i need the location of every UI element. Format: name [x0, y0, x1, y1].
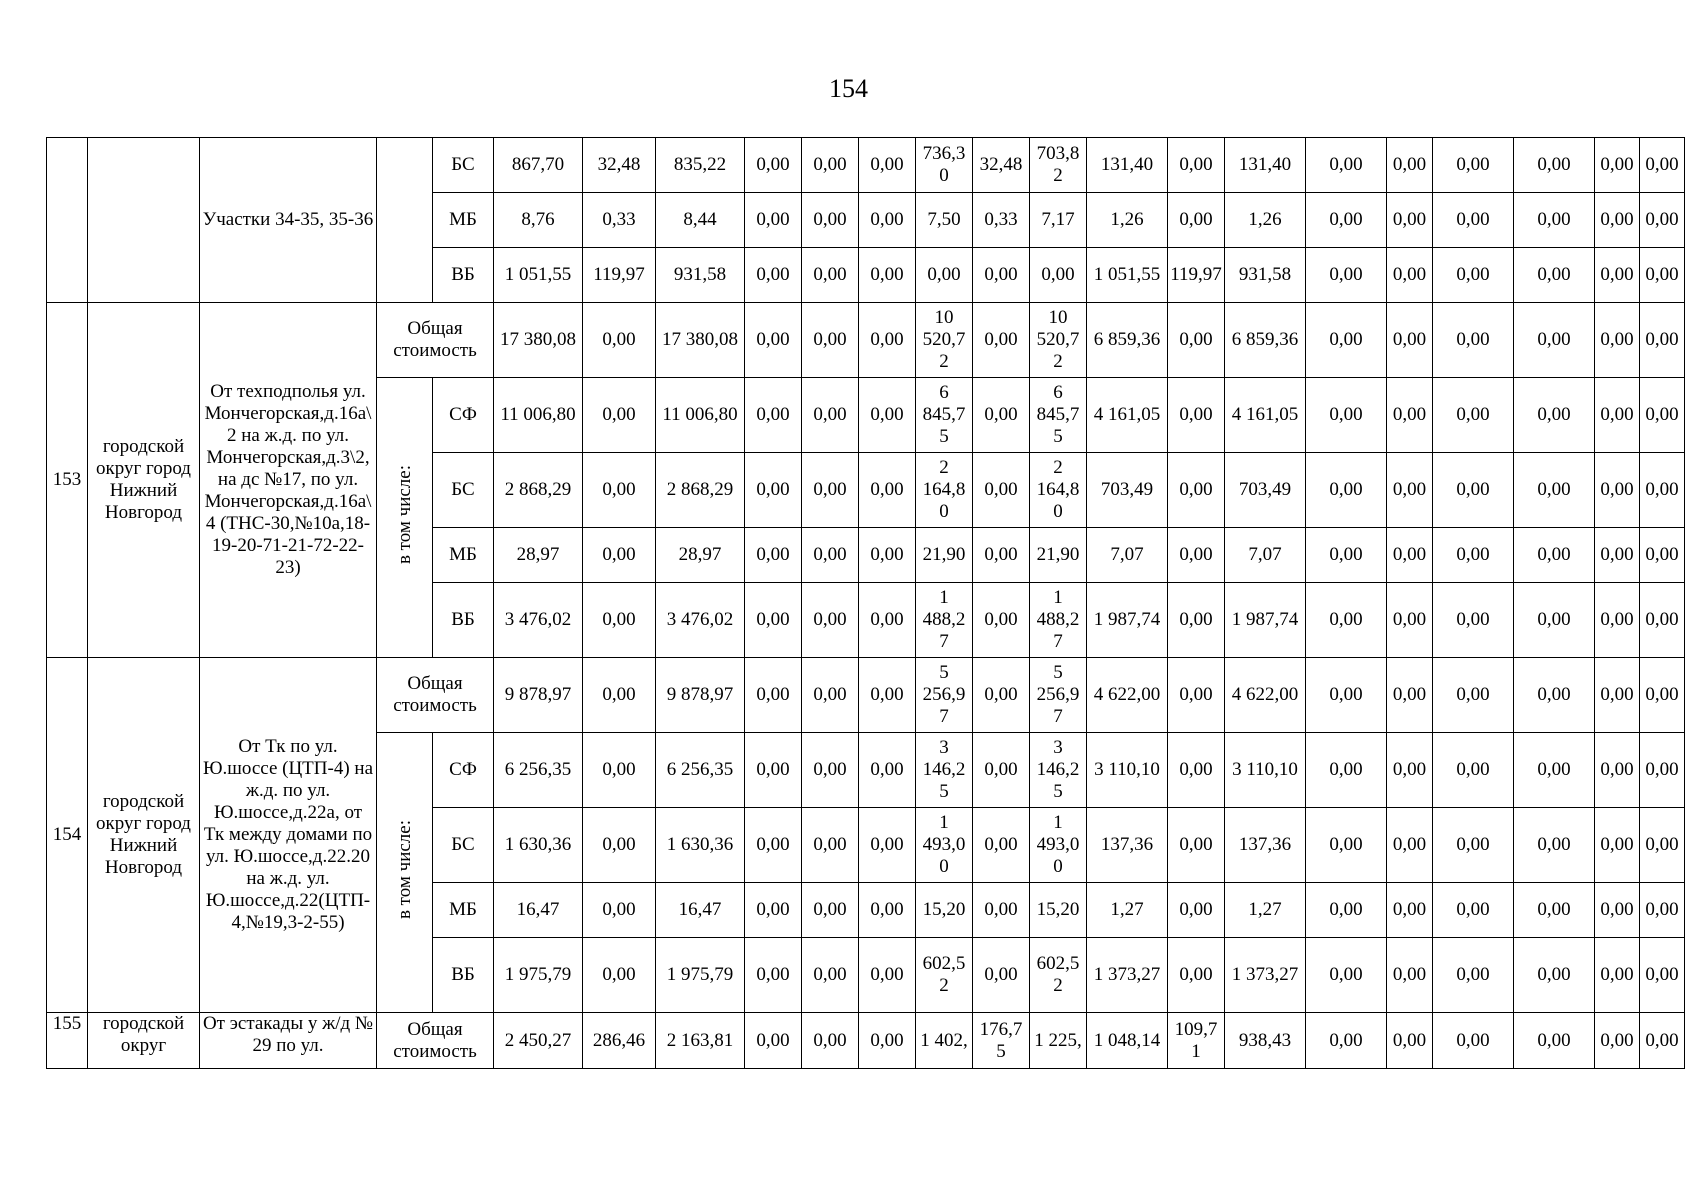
value-cell: 0,00: [1514, 808, 1595, 883]
value-cell: 0,00: [1387, 883, 1433, 938]
value-cell: 131,40: [1225, 138, 1306, 193]
value-cell: 0,00: [1640, 378, 1685, 453]
value-cell: 0,00: [583, 583, 656, 658]
value-cell: 1 051,55: [494, 248, 583, 303]
value-cell: 0,00: [583, 808, 656, 883]
value-cell: 0,00: [1514, 248, 1595, 303]
page-number: 154: [829, 74, 868, 103]
value-cell: 119,97: [1168, 248, 1225, 303]
value-cell: 1 975,79: [656, 938, 745, 1013]
value-cell: 0,00: [1514, 378, 1595, 453]
value-cell: 1,26: [1087, 193, 1168, 248]
value-cell: 0,00: [1640, 883, 1685, 938]
row-number: 155: [47, 1013, 88, 1069]
value-cell: 867,70: [494, 138, 583, 193]
value-cell: 3 476,02: [656, 583, 745, 658]
value-cell: 0,00: [1168, 733, 1225, 808]
value-cell: 7,07: [1087, 528, 1168, 583]
value-cell: 0,00: [1433, 303, 1514, 378]
value-cell: 0,00: [802, 1013, 859, 1069]
value-cell: 286,46: [583, 1013, 656, 1069]
value-cell: 8,44: [656, 193, 745, 248]
value-cell: 0,00: [1640, 1013, 1685, 1069]
value-cell: 0,00: [1433, 733, 1514, 808]
value-cell: 0,00: [859, 1013, 916, 1069]
value-cell: 0,00: [973, 583, 1030, 658]
sub-label-empty: [377, 138, 433, 303]
value-cell: 1,26: [1225, 193, 1306, 248]
value-cell: 0,00: [859, 583, 916, 658]
value-cell: 0,00: [583, 733, 656, 808]
value-cell: 0,00: [1514, 658, 1595, 733]
value-cell: 0,00: [583, 938, 656, 1013]
row-number: [47, 138, 88, 303]
value-cell: 7,07: [1225, 528, 1306, 583]
funding-type: МБ: [433, 193, 494, 248]
value-cell: 0,00: [1306, 303, 1387, 378]
value-cell: 0,00: [973, 248, 1030, 303]
value-cell: 0,00: [1306, 378, 1387, 453]
value-cell: 0,00: [745, 138, 802, 193]
value-cell: 0,00: [1306, 733, 1387, 808]
value-cell: 0,00: [802, 303, 859, 378]
value-cell: 7,50: [916, 193, 973, 248]
value-cell: 0,00: [1514, 528, 1595, 583]
value-cell: 0,00: [1640, 808, 1685, 883]
value-cell: 0,00: [1168, 453, 1225, 528]
value-cell: 0,00: [745, 883, 802, 938]
value-cell: 131,40: [1087, 138, 1168, 193]
value-cell: 1 488,27: [1030, 583, 1087, 658]
value-cell: 0,00: [1514, 193, 1595, 248]
value-cell: 0,00: [973, 808, 1030, 883]
value-cell: 0,00: [1168, 808, 1225, 883]
value-cell: 0,00: [1433, 248, 1514, 303]
value-cell: 0,00: [859, 808, 916, 883]
value-cell: 11 006,80: [656, 378, 745, 453]
sub-label: [377, 378, 433, 658]
value-cell: 8,76: [494, 193, 583, 248]
value-cell: 0,00: [1595, 808, 1640, 883]
value-cell: 0,00: [745, 528, 802, 583]
funding-type: ВБ: [433, 583, 494, 658]
value-cell: 0,00: [1387, 138, 1433, 193]
value-cell: 4 161,05: [1225, 378, 1306, 453]
value-cell: 0,00: [1387, 378, 1433, 453]
value-cell: 931,58: [1225, 248, 1306, 303]
value-cell: 0,00: [745, 733, 802, 808]
value-cell: 0,00: [1433, 658, 1514, 733]
value-cell: 0,00: [1168, 883, 1225, 938]
funding-type: БС: [433, 138, 494, 193]
value-cell: 0,00: [1640, 453, 1685, 528]
value-cell: 0,00: [1306, 938, 1387, 1013]
row-number: 153: [47, 303, 88, 658]
value-cell: 0,00: [1640, 733, 1685, 808]
value-cell: 0,00: [745, 303, 802, 378]
funding-type: МБ: [433, 528, 494, 583]
value-cell: 1,27: [1087, 883, 1168, 938]
value-cell: 0,00: [1514, 1013, 1595, 1069]
value-cell: 15,20: [916, 883, 973, 938]
value-cell: 0,00: [745, 453, 802, 528]
value-cell: 0,00: [583, 453, 656, 528]
value-cell: 0,00: [1595, 583, 1640, 658]
value-cell: 0,00: [859, 938, 916, 1013]
district-cell: городской округ: [88, 1013, 200, 1069]
value-cell: 0,00: [859, 733, 916, 808]
value-cell: 0,00: [1640, 658, 1685, 733]
value-cell: 1 488,27: [916, 583, 973, 658]
value-cell: 0,00: [1387, 528, 1433, 583]
value-cell: 2 450,27: [494, 1013, 583, 1069]
value-cell: 0,00: [1595, 938, 1640, 1013]
value-cell: 1 051,55: [1087, 248, 1168, 303]
value-cell: 0,00: [973, 938, 1030, 1013]
value-cell: 2 164,80: [916, 453, 973, 528]
value-cell: 0,00: [859, 193, 916, 248]
value-cell: 0,00: [1387, 248, 1433, 303]
funding-type: БС: [433, 808, 494, 883]
value-cell: 0,00: [583, 303, 656, 378]
value-cell: 1 493,00: [916, 808, 973, 883]
value-cell: 2 164,80: [1030, 453, 1087, 528]
address-cell: Участки 34-35, 35-36: [200, 138, 377, 303]
value-cell: 0,00: [1595, 733, 1640, 808]
value-cell: 109,71: [1168, 1013, 1225, 1069]
value-cell: 0,00: [1640, 138, 1685, 193]
value-cell: 0,00: [973, 303, 1030, 378]
value-cell: 0,00: [745, 583, 802, 658]
value-cell: 0,33: [973, 193, 1030, 248]
value-cell: 938,43: [1225, 1013, 1306, 1069]
value-cell: 3 110,10: [1225, 733, 1306, 808]
value-cell: 0,00: [745, 808, 802, 883]
value-cell: 9 878,97: [656, 658, 745, 733]
value-cell: 0,00: [1168, 303, 1225, 378]
address-cell: От эстакады у ж/д № 29 по ул.: [200, 1013, 377, 1069]
value-cell: 0,00: [1640, 303, 1685, 378]
value-cell: 11 006,80: [494, 378, 583, 453]
value-cell: 16,47: [494, 883, 583, 938]
value-cell: 0,00: [1433, 938, 1514, 1013]
value-cell: 9 878,97: [494, 658, 583, 733]
value-cell: 0,00: [1595, 1013, 1640, 1069]
value-cell: 1 630,36: [656, 808, 745, 883]
value-cell: 0,00: [745, 193, 802, 248]
value-cell: 3 476,02: [494, 583, 583, 658]
value-cell: 0,00: [1306, 193, 1387, 248]
value-cell: 0,00: [802, 453, 859, 528]
value-cell: 0,00: [1433, 528, 1514, 583]
value-cell: 0,00: [802, 658, 859, 733]
district-cell: городской округ город Нижний Новгород: [88, 658, 200, 1013]
value-cell: 1 373,27: [1087, 938, 1168, 1013]
value-cell: 0,00: [1306, 1013, 1387, 1069]
value-cell: 0,00: [859, 138, 916, 193]
value-cell: 703,82: [1030, 138, 1087, 193]
value-cell: 0,00: [1387, 733, 1433, 808]
value-cell: 0,00: [1433, 1013, 1514, 1069]
value-cell: 0,00: [745, 378, 802, 453]
value-cell: 0,00: [583, 658, 656, 733]
value-cell: 0,00: [1168, 138, 1225, 193]
value-cell: 3 110,10: [1087, 733, 1168, 808]
value-cell: 119,97: [583, 248, 656, 303]
value-cell: 835,22: [656, 138, 745, 193]
value-cell: 10 520,72: [916, 303, 973, 378]
value-cell: 0,00: [1433, 808, 1514, 883]
district-cell: городской округ город Нижний Новгород: [88, 303, 200, 658]
value-cell: 0,00: [1433, 583, 1514, 658]
value-cell: 2 868,29: [494, 453, 583, 528]
value-cell: 0,00: [1595, 883, 1640, 938]
value-cell: 0,00: [1306, 138, 1387, 193]
value-cell: 16,47: [656, 883, 745, 938]
value-cell: 0,00: [1433, 453, 1514, 528]
data-table: [46, 137, 1685, 1069]
value-cell: 2 163,81: [656, 1013, 745, 1069]
value-cell: 0,00: [745, 938, 802, 1013]
value-cell: 6 859,36: [1225, 303, 1306, 378]
district-cell: [88, 138, 200, 303]
value-cell: 931,58: [656, 248, 745, 303]
value-cell: 7,17: [1030, 193, 1087, 248]
value-cell: 0,00: [859, 248, 916, 303]
value-cell: 0,00: [802, 733, 859, 808]
value-cell: 0,00: [1595, 378, 1640, 453]
total-label: Общая стоимость: [377, 658, 494, 733]
value-cell: 2 868,29: [656, 453, 745, 528]
value-cell: 3 146,25: [916, 733, 973, 808]
value-cell: 0,00: [802, 883, 859, 938]
value-cell: 0,00: [1306, 453, 1387, 528]
value-cell: 0,00: [1595, 248, 1640, 303]
value-cell: 1 987,74: [1225, 583, 1306, 658]
value-cell: 703,49: [1087, 453, 1168, 528]
value-cell: 6 845,75: [1030, 378, 1087, 453]
value-cell: 0,00: [1306, 583, 1387, 658]
value-cell: 137,36: [1087, 808, 1168, 883]
value-cell: 0,00: [1595, 138, 1640, 193]
value-cell: 0,00: [583, 883, 656, 938]
value-cell: 0,00: [973, 378, 1030, 453]
value-cell: 1 225,: [1030, 1013, 1087, 1069]
funding-type: СФ: [433, 378, 494, 453]
value-cell: 0,00: [1640, 938, 1685, 1013]
value-cell: 0,00: [1387, 1013, 1433, 1069]
value-cell: 0,00: [802, 248, 859, 303]
value-cell: 0,00: [1168, 583, 1225, 658]
value-cell: 0,00: [1640, 528, 1685, 583]
value-cell: 0,00: [973, 733, 1030, 808]
value-cell: 4 161,05: [1087, 378, 1168, 453]
value-cell: 0,00: [1168, 658, 1225, 733]
value-cell: 17 380,08: [494, 303, 583, 378]
value-cell: 0,00: [1514, 883, 1595, 938]
value-cell: 6 256,35: [656, 733, 745, 808]
value-cell: 15,20: [1030, 883, 1087, 938]
value-cell: 0,00: [745, 658, 802, 733]
value-cell: 6 859,36: [1087, 303, 1168, 378]
value-cell: 0,00: [1306, 658, 1387, 733]
value-cell: 32,48: [583, 138, 656, 193]
value-cell: 0,00: [973, 528, 1030, 583]
table-row: [47, 138, 1685, 193]
value-cell: 0,00: [916, 248, 973, 303]
value-cell: 176,75: [973, 1013, 1030, 1069]
value-cell: 0,00: [1387, 193, 1433, 248]
value-cell: 6 845,75: [916, 378, 973, 453]
value-cell: 6 256,35: [494, 733, 583, 808]
value-cell: 3 146,25: [1030, 733, 1087, 808]
value-cell: 0,00: [745, 1013, 802, 1069]
value-cell: 0,00: [1030, 248, 1087, 303]
value-cell: 0,00: [1595, 303, 1640, 378]
value-cell: 0,00: [1433, 138, 1514, 193]
value-cell: 0,00: [1168, 528, 1225, 583]
value-cell: 0,00: [583, 378, 656, 453]
value-cell: 0,00: [802, 378, 859, 453]
value-cell: 0,00: [802, 193, 859, 248]
value-cell: 0,00: [1514, 453, 1595, 528]
value-cell: 1 048,14: [1087, 1013, 1168, 1069]
value-cell: 1 630,36: [494, 808, 583, 883]
value-cell: 1 975,79: [494, 938, 583, 1013]
value-cell: 0,00: [802, 938, 859, 1013]
table-row: [47, 1013, 1685, 1069]
value-cell: 0,00: [1640, 583, 1685, 658]
value-cell: 0,00: [1514, 138, 1595, 193]
sub-label-text: в том числе:: [393, 819, 415, 920]
value-cell: 0,00: [973, 453, 1030, 528]
address-cell: От Тк по ул. Ю.шоссе (ЦТП-4) на ж.д. по ул. Ю.шоссе,д.22а, от Тк между домами по ул. Ю.шоссе,д.22.20 на ж.д. ул. Ю.шоссе,д.22(ЦТП-4,№19,3-2-55): [200, 658, 377, 1013]
value-cell: 0,00: [1387, 938, 1433, 1013]
funding-type: СФ: [433, 733, 494, 808]
sub-label-text: в том числе:: [393, 464, 415, 565]
value-cell: 0,00: [802, 528, 859, 583]
value-cell: 0,00: [973, 658, 1030, 733]
value-cell: 0,00: [859, 453, 916, 528]
value-cell: 1 402,: [916, 1013, 973, 1069]
value-cell: 137,36: [1225, 808, 1306, 883]
funding-type: ВБ: [433, 938, 494, 1013]
value-cell: 4 622,00: [1087, 658, 1168, 733]
value-cell: 0,00: [1306, 883, 1387, 938]
value-cell: 0,00: [1168, 193, 1225, 248]
value-cell: 0,00: [859, 883, 916, 938]
value-cell: 0,00: [1595, 658, 1640, 733]
value-cell: 1 373,27: [1225, 938, 1306, 1013]
value-cell: 0,00: [1514, 733, 1595, 808]
value-cell: 32,48: [973, 138, 1030, 193]
value-cell: 0,00: [745, 248, 802, 303]
value-cell: 21,90: [1030, 528, 1087, 583]
funding-type: БС: [433, 453, 494, 528]
value-cell: 0,00: [1595, 193, 1640, 248]
value-cell: 0,00: [1306, 528, 1387, 583]
value-cell: 0,00: [1387, 303, 1433, 378]
value-cell: 0,00: [859, 303, 916, 378]
total-label: Общая стоимость: [377, 1013, 494, 1069]
value-cell: 0,00: [859, 528, 916, 583]
funding-type: ВБ: [433, 248, 494, 303]
value-cell: 0,00: [859, 378, 916, 453]
value-cell: 10 520,72: [1030, 303, 1087, 378]
value-cell: 0,00: [1595, 528, 1640, 583]
sub-label: [377, 733, 433, 1013]
value-cell: 0,00: [859, 658, 916, 733]
value-cell: 0,00: [1168, 938, 1225, 1013]
value-cell: 0,00: [1433, 883, 1514, 938]
value-cell: 5 256,97: [916, 658, 973, 733]
value-cell: 703,49: [1225, 453, 1306, 528]
value-cell: 602,52: [916, 938, 973, 1013]
address-cell: От техподполья ул. Мончегорская,д.16а\2 на ж.д. по ул. Мончегорская,д.3\2, на дс №17, по ул. Мончегорская,д.16а\4 (ТНС-30,№10а,18-19-20-71-21-72-22-23): [200, 303, 377, 658]
value-cell: 0,00: [1306, 248, 1387, 303]
value-cell: 0,00: [1433, 378, 1514, 453]
value-cell: 0,00: [1306, 808, 1387, 883]
value-cell: 1 987,74: [1087, 583, 1168, 658]
value-cell: 0,00: [973, 883, 1030, 938]
value-cell: 21,90: [916, 528, 973, 583]
value-cell: 736,30: [916, 138, 973, 193]
table-row: [47, 303, 1685, 378]
value-cell: 0,00: [1168, 378, 1225, 453]
value-cell: 17 380,08: [656, 303, 745, 378]
value-cell: 0,00: [583, 528, 656, 583]
value-cell: 0,00: [1514, 583, 1595, 658]
value-cell: 1 493,00: [1030, 808, 1087, 883]
value-cell: 0,00: [1387, 808, 1433, 883]
row-number: 154: [47, 658, 88, 1013]
table-row: [47, 658, 1685, 733]
value-cell: 0,00: [1433, 193, 1514, 248]
value-cell: 28,97: [656, 528, 745, 583]
value-cell: 0,00: [802, 808, 859, 883]
value-cell: 0,00: [1640, 248, 1685, 303]
value-cell: 0,00: [1387, 453, 1433, 528]
value-cell: 0,00: [802, 583, 859, 658]
value-cell: 1,27: [1225, 883, 1306, 938]
value-cell: 0,00: [1640, 193, 1685, 248]
value-cell: 602,52: [1030, 938, 1087, 1013]
value-cell: 0,33: [583, 193, 656, 248]
value-cell: 0,00: [1514, 303, 1595, 378]
value-cell: 0,00: [1514, 938, 1595, 1013]
value-cell: 4 622,00: [1225, 658, 1306, 733]
value-cell: 0,00: [1387, 583, 1433, 658]
value-cell: 0,00: [1387, 658, 1433, 733]
value-cell: 0,00: [1595, 453, 1640, 528]
value-cell: 0,00: [802, 138, 859, 193]
funding-type: МБ: [433, 883, 494, 938]
total-label: Общая стоимость: [377, 303, 494, 378]
value-cell: 5 256,97: [1030, 658, 1087, 733]
value-cell: 28,97: [494, 528, 583, 583]
